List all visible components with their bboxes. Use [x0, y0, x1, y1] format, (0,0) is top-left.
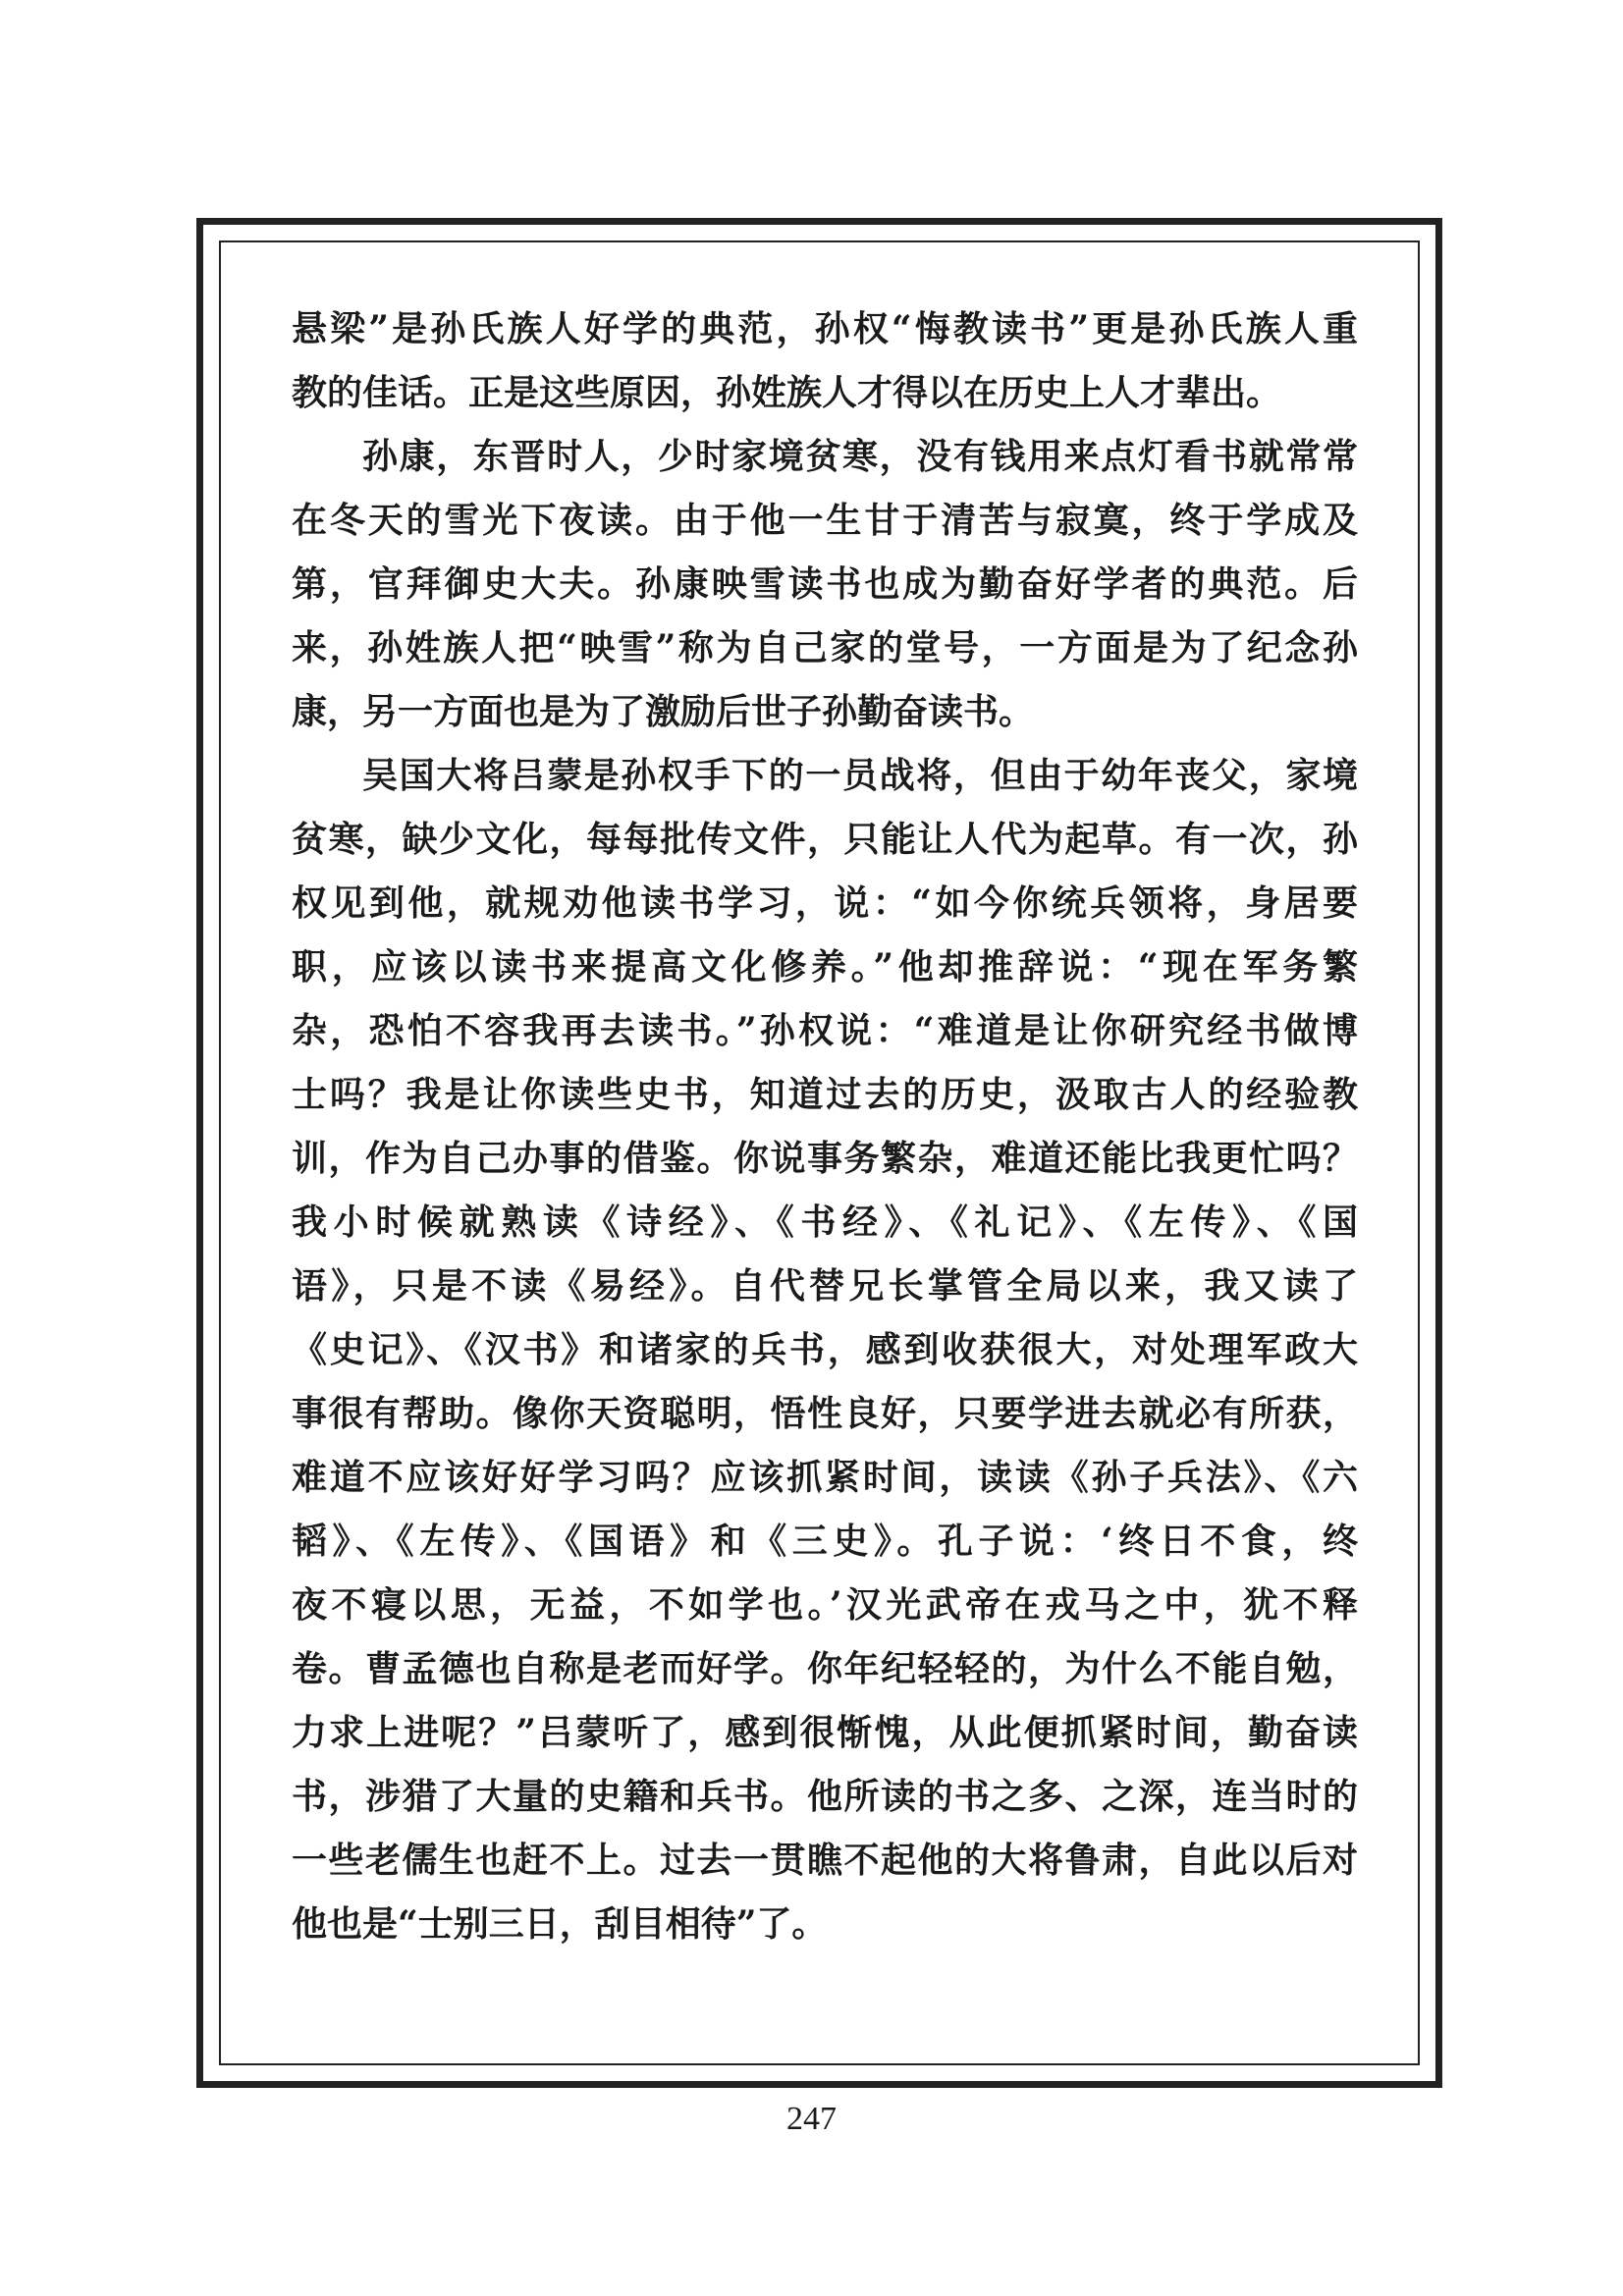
text-line: 贫寒，缺少文化，每每批传文件，只能让人代为起草。有一次，孙 — [292, 819, 1358, 860]
text-line: 在冬天的雪光下夜读。由于他一生甘于清苦与寂寞，终于学成及 — [292, 500, 1358, 541]
text-line: 教的佳话。正是这些原因，孙姓族人才得以在历史上人才辈出。 — [292, 372, 1282, 413]
text-line: 训，作为自己办事的借鉴。你说事务繁杂，难道还能比我更忙吗？ — [292, 1138, 1358, 1179]
page-number: 247 — [786, 2101, 837, 2137]
text-line: 语》，只是不读《易经》。自代替兄长掌管全局以来，我又读了 — [292, 1265, 1358, 1307]
text-line: 吴国大将吕蒙是孙权手下的一员战将，但由于幼年丧父，家境 — [362, 755, 1358, 796]
text-line: 悬梁”是孙氏族人好学的典范，孙权“悔教读书”更是孙氏族人重 — [292, 308, 1358, 349]
page-border-inner — [219, 240, 1420, 2065]
text-line: 职，应该以读书来提高文化修养。”他却推辞说：“现在军务繁 — [292, 946, 1358, 988]
text-line: 杂，恐怕不容我再去读书。”孙权说：“难道是让你研究经书做博 — [292, 1010, 1358, 1051]
text-line: 权见到他，就规劝他读书学习，说：“如今你统兵领将，身居要 — [292, 882, 1358, 924]
text-line: 力求上进呢？”吕蒙听了，感到很惭愧，从此便抓紧时间，勤奋读 — [292, 1712, 1358, 1753]
paragraph — [292, 744, 1358, 1956]
text-line: 书，涉猎了大量的史籍和兵书。他所读的书之多、之深，连当时的 — [292, 1776, 1358, 1817]
text-line: 事很有帮助。像你天资聪明，悟性良好，只要学进去就必有所获， — [292, 1393, 1358, 1434]
text-line: 来，孙姓族人把“映雪”称为自己家的堂号，一方面是为了纪念孙 — [292, 627, 1358, 668]
text-line: 韬》、《左传》、《国语》和《三史》。孔子说：‘终日不食，终 — [292, 1521, 1358, 1562]
paragraph — [292, 297, 1358, 425]
text-line: 他也是“士别三日，刮目相待”了。 — [292, 1903, 828, 1945]
text-line: 难道不应该好好学习吗？应该抓紧时间，读读《孙子兵法》、《六 — [292, 1457, 1358, 1498]
paragraph — [292, 425, 1358, 744]
body-text — [292, 297, 1358, 1956]
text-line: 卷。曹孟德也自称是老而好学。你年纪轻轻的，为什么不能自勉， — [292, 1648, 1358, 1689]
text-line: 《史记》、《汉书》和诸家的兵书，感到收获很大，对处理军政大 — [292, 1329, 1358, 1370]
text-line: 士吗？我是让你读些史书，知道过去的历史，汲取古人的经验教 — [292, 1074, 1358, 1115]
text-line: 一些老儒生也赶不上。过去一贯瞧不起他的大将鲁肃，自此以后对 — [292, 1840, 1358, 1881]
text-line: 我小时候就熟读《诗经》、《书经》、《礼记》、《左传》、《国 — [292, 1201, 1358, 1243]
text-line: 第，官拜御史大夫。孙康映雪读书也成为勤奋好学者的典范。后 — [292, 563, 1358, 605]
page-border-outer — [196, 218, 1442, 2088]
text-line: 康，另一方面也是为了激励后世子孙勤奋读书。 — [292, 691, 1035, 732]
text-line: 孙康，东晋时人，少时家境贫寒，没有钱用来点灯看书就常常 — [362, 436, 1358, 477]
text-line: 夜不寝以思，无益，不如学也。’汉光武帝在戎马之中，犹不释 — [292, 1584, 1358, 1626]
